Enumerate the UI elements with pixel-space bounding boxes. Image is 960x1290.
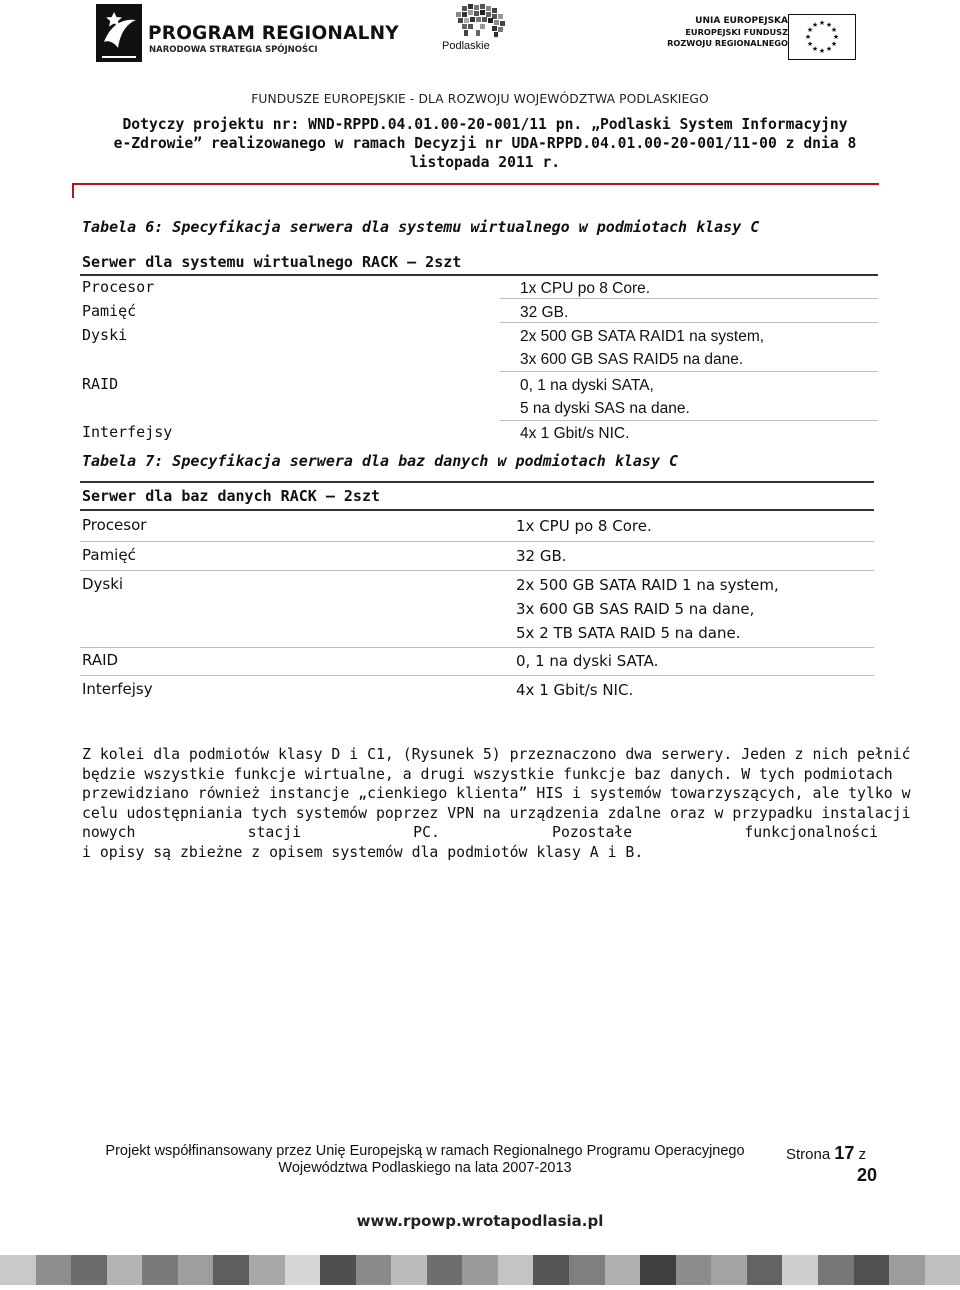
paragraph-line: będzie wszystkie funkcje wirtualne, a drugi wszystkie funkcje baz danych. W tych podmiotach	[82, 765, 893, 783]
stripe-segment	[498, 1255, 534, 1285]
stripe-segment	[605, 1255, 641, 1285]
eu-flag-icon	[788, 14, 856, 60]
table6-value-raid-1: 0, 1 na dyski SATA,	[520, 377, 654, 394]
table6-value-raid-2: 5 na dyski SAS na dane.	[520, 400, 690, 417]
stripe-segment	[107, 1255, 143, 1285]
podlaskie-logo	[440, 2, 522, 54]
table7-rule-top	[80, 481, 874, 483]
table6-label-interfejsy: Interfejsy	[82, 423, 173, 441]
project-header-line: listopada 2011 r.	[409, 154, 561, 171]
table6-value-dyski-2: 3x 600 GB SAS RAID5 na dane.	[520, 351, 744, 368]
svg-text:★: ★	[830, 26, 838, 34]
table6-row-divider	[500, 371, 878, 372]
svg-text:★: ★	[825, 21, 833, 29]
stripe-segment	[462, 1255, 498, 1285]
table7-label-pamiec: Pamięć	[82, 546, 136, 564]
footer-cofinancing	[95, 1143, 755, 1177]
header-rule	[72, 183, 879, 185]
table7-value-interfejsy: 4x 1 Gbit/s NIC.	[516, 681, 634, 699]
podlaskie-label: Podlaskie	[442, 40, 490, 52]
stripe-segment	[356, 1255, 392, 1285]
table6-row-divider	[500, 298, 878, 299]
table7-row-divider	[80, 675, 874, 676]
header-rule-tick	[72, 183, 74, 198]
table6-label-raid: RAID	[82, 375, 119, 393]
eu-line-2: EUROPEJSKI FUNDUSZ	[685, 27, 788, 37]
table7-value-dyski-3: 5x 2 TB SATA RAID 5 na dane.	[516, 624, 741, 642]
project-header	[60, 115, 910, 172]
table6-label-procesor: Procesor	[82, 278, 155, 296]
table7-value-pamiec: 32 GB.	[516, 547, 567, 565]
stripe-segment	[925, 1255, 960, 1285]
stripe-segment	[320, 1255, 356, 1285]
table7-label-dyski: Dyski	[82, 575, 124, 593]
table6-row-divider	[500, 420, 878, 421]
table6-caption: Tabela 6: Specyfikacja serwera dla systemu wirtualnego w podmiotach klasy C	[82, 218, 760, 236]
stripe-segment	[854, 1255, 890, 1285]
program-regionalny-mark-icon	[96, 4, 142, 62]
table7-row-divider	[80, 647, 874, 648]
paragraph-line: nowych stacji PC. Pozostałe funkcjonalności	[82, 824, 878, 841]
program-regionalny-logo	[96, 4, 399, 64]
page-number	[786, 1143, 886, 1185]
svg-text:★: ★	[830, 40, 838, 48]
page-current: 17	[834, 1143, 855, 1163]
table7-value-dyski-1: 2x 500 GB SATA RAID 1 na system,	[516, 576, 779, 594]
project-header-line: Dotyczy projektu nr: WND-RPPD.04.01.00-20-001/11 pn. „Podlaski System Informacyjny	[122, 116, 848, 133]
stripe-segment	[391, 1255, 427, 1285]
stripe-segment	[71, 1255, 107, 1285]
stripe-segment	[818, 1255, 854, 1285]
page-total: 20	[857, 1165, 878, 1185]
program-regionalny-title: PROGRAM REGIONALNY	[148, 23, 399, 44]
svg-text:★: ★	[811, 21, 819, 29]
table6-value-procesor: 1x CPU po 8 Core.	[520, 280, 651, 297]
table7-caption: Tabela 7: Specyfikacja serwera dla baz danych w podmiotach klasy C	[82, 452, 679, 470]
table7-rule-title	[80, 509, 874, 511]
svg-text:★: ★	[811, 45, 819, 53]
footer-stripe	[0, 1255, 960, 1285]
stripe-segment	[285, 1255, 321, 1285]
table7-value-raid: 0, 1 na dyski SATA.	[516, 652, 659, 670]
stripe-segment	[747, 1255, 783, 1285]
table6-label-pamiec: Pamięć	[82, 302, 137, 320]
svg-text:★: ★	[818, 47, 826, 55]
stripe-segment	[36, 1255, 72, 1285]
stripe-segment	[427, 1255, 463, 1285]
table6-label-dyski: Dyski	[82, 326, 128, 344]
table6-rule-top	[80, 274, 878, 276]
table6-value-dyski-1: 2x 500 GB SATA RAID1 na system,	[520, 328, 765, 345]
svg-text:★: ★	[806, 26, 814, 34]
table7-value-dyski-2: 3x 600 GB SAS RAID 5 na dane,	[516, 600, 755, 618]
paragraph-line: i opisy są zbieżne z opisem systemów dla podmiotów klasy A i B.	[82, 843, 644, 861]
website-link[interactable]: www.rpowp.wrotapodlasia.pl	[356, 1212, 604, 1230]
project-header-line: e-Zdrowie” realizowanego w ramach Decyzji nr UDA-RPPD.04.01.00-20-001/11-00 z dnia 8	[113, 135, 857, 152]
page-of: z	[858, 1146, 867, 1163]
table7-row-divider	[80, 541, 874, 542]
table7-label-procesor: Procesor	[82, 516, 147, 534]
stripe-segment	[782, 1255, 818, 1285]
stripe-segment	[640, 1255, 676, 1285]
stripe-segment	[213, 1255, 249, 1285]
podlaskie-bison-icon	[440, 2, 522, 42]
stripe-segment	[0, 1255, 36, 1285]
page-prefix: Strona	[786, 1146, 831, 1163]
stripe-segment	[889, 1255, 925, 1285]
paragraph-line: celu udostępniania tych systemów poprzez VPN na urządzenia zdalne oraz w przypadku instalacji	[82, 804, 911, 822]
eu-text	[667, 16, 788, 49]
stripe-segment	[249, 1255, 285, 1285]
stripe-segment	[676, 1255, 712, 1285]
eu-line-1: UNIA EUROPEJSKA	[695, 16, 788, 26]
eu-line-3: ROZWOJU REGIONALNEGO	[667, 38, 788, 48]
paragraph-line: przewidziano również instancje „cienkiego klienta” HIS i systemów towarzyszących, ale tylko w	[82, 785, 911, 802]
stripe-segment	[569, 1255, 605, 1285]
body-paragraph	[82, 745, 911, 862]
stripe-segment	[711, 1255, 747, 1285]
stripe-segment	[142, 1255, 178, 1285]
eu-logo	[668, 14, 856, 56]
svg-text:★: ★	[832, 33, 840, 41]
footer-line-1: Projekt współfinansowany przez Unię Europejską w ramach Regionalnego Programu Operacyjnego	[105, 1143, 745, 1159]
svg-text:★: ★	[806, 40, 814, 48]
table7-value-procesor: 1x CPU po 8 Core.	[516, 517, 652, 535]
svg-text:★: ★	[818, 19, 826, 27]
table6-value-interfejsy: 4x 1 Gbit/s NIC.	[520, 425, 630, 442]
footer-line-2: Województwa Podlaskiego na lata 2007-2013	[278, 1160, 572, 1176]
stripe-segment	[533, 1255, 569, 1285]
svg-text:★: ★	[804, 33, 812, 41]
svg-text:★: ★	[825, 45, 833, 53]
table7-label-raid: RAID	[82, 651, 119, 669]
paragraph-line: Z kolei dla podmiotów klasy D i C1, (Rysunek 5) przeznaczono dwa serwery. Jeden z nich pełnić	[82, 746, 911, 763]
table6-value-pamiec: 32 GB.	[520, 304, 569, 321]
table7-title: Serwer dla baz danych RACK – 2szt	[82, 487, 381, 505]
table7-label-interfejsy: Interfejsy	[82, 680, 153, 698]
program-regionalny-subtitle: NARODOWA STRATEGIA SPÓJNOŚCI	[149, 45, 318, 55]
table6-title: Serwer dla systemu wirtualnego RACK – 2szt	[82, 253, 462, 271]
fundusze-banner: FUNDUSZE EUROPEJSKIE - DLA ROZWOJU WOJEWÓDZTWA PODLASKIEGO	[251, 92, 709, 106]
table7-row-divider	[80, 570, 874, 571]
table6-row-divider	[500, 322, 878, 323]
stripe-segment	[178, 1255, 214, 1285]
